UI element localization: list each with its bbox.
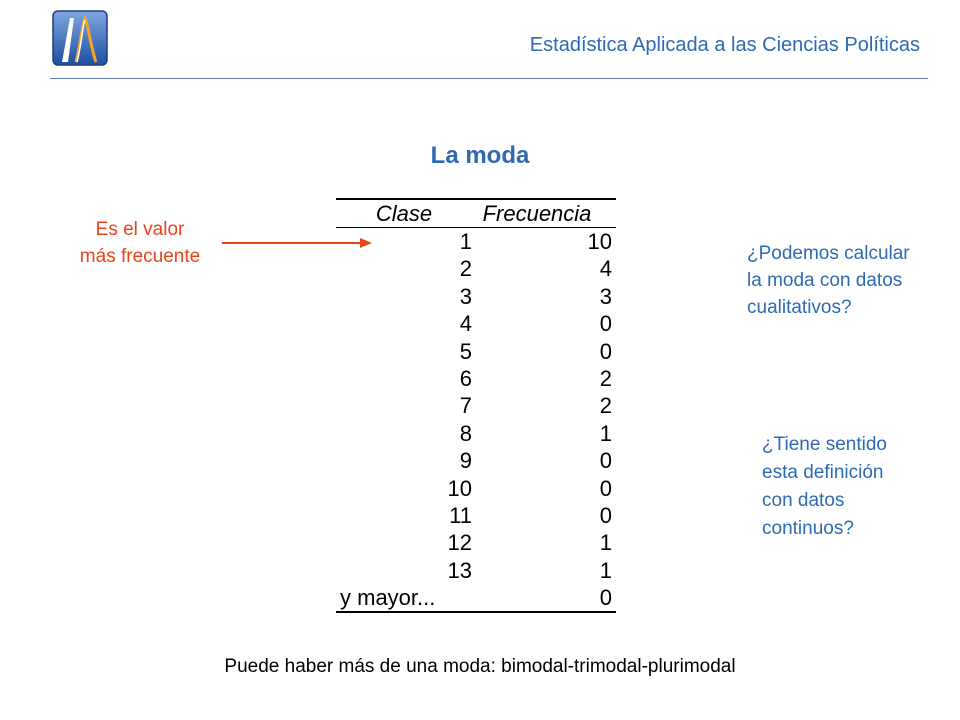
column-header-frecuencia: Frecuencia: [482, 201, 592, 226]
cell-frecuencia: 0: [599, 502, 612, 528]
cell-clase: y mayor...: [340, 585, 436, 611]
header-title: Estadística Aplicada a las Ciencias Políticas: [529, 34, 920, 56]
table-row: [336, 365, 616, 392]
footer-note: Puede haber más de una moda: bimodal-trimodal-plurimodal: [224, 656, 736, 677]
cell-clase: 2: [459, 256, 472, 282]
cell-clase: 6: [459, 365, 472, 391]
cell-frecuencia: 0: [599, 585, 612, 611]
cell-clase: 7: [459, 393, 472, 419]
mode-annotation: [50, 216, 230, 270]
table-row: [336, 310, 616, 337]
cell-clase: 3: [459, 283, 472, 309]
table-row: [336, 283, 616, 310]
cell-frecuencia: 0: [599, 311, 612, 337]
cell-clase: 11: [449, 502, 472, 528]
question-line: continuos?: [762, 518, 854, 539]
cell-clase: 8: [459, 420, 472, 446]
question-line: esta definición: [762, 462, 884, 483]
table-row: [336, 338, 616, 365]
table-row: [336, 475, 616, 502]
table-row: [336, 529, 616, 556]
slide-title: La moda: [430, 142, 530, 169]
question-qualitative: [747, 240, 910, 321]
question-continuous: [762, 431, 887, 543]
table-row: [336, 255, 616, 282]
cell-clase: 5: [459, 338, 472, 364]
question-line: la moda con datos: [747, 270, 903, 291]
frequency-table: [336, 198, 616, 613]
annotation-line: más frecuente: [79, 246, 201, 267]
cell-clase: 1: [459, 229, 472, 254]
cell-frecuencia: 10: [587, 229, 612, 254]
question-line: ¿Tiene sentido: [762, 434, 887, 455]
cell-frecuencia: 1: [599, 557, 612, 583]
cell-clase: 4: [459, 311, 472, 337]
annotation-line: Es el valor: [95, 219, 185, 240]
question-line: con datos: [762, 490, 845, 511]
cell-frecuencia: 1: [599, 530, 612, 556]
cell-frecuencia: 1: [599, 420, 612, 446]
cell-frecuencia: 2: [599, 365, 612, 391]
logo-icon: [50, 8, 110, 68]
table-row: [336, 228, 616, 255]
cell-clase: 10: [447, 475, 472, 501]
table-row: [336, 392, 616, 419]
cell-clase: 13: [447, 557, 472, 583]
question-line: ¿Podemos calcular: [747, 243, 910, 264]
table-row: [336, 502, 616, 529]
table-row: [336, 584, 616, 611]
cell-clase: 9: [459, 448, 472, 474]
header-divider: [50, 78, 928, 79]
cell-frecuencia: 0: [599, 448, 612, 474]
cell-frecuencia: 4: [599, 256, 612, 282]
cell-frecuencia: 3: [599, 283, 612, 309]
table-row: [336, 420, 616, 447]
table-row: [336, 557, 616, 584]
table-header: [336, 200, 616, 228]
question-line: cualitativos?: [747, 297, 852, 318]
column-header-clase: Clase: [375, 201, 433, 226]
table-row: [336, 447, 616, 474]
cell-frecuencia: 0: [599, 338, 612, 364]
cell-frecuencia: 0: [599, 475, 612, 501]
cell-frecuencia: 2: [599, 393, 612, 419]
cell-clase: 12: [447, 530, 472, 556]
